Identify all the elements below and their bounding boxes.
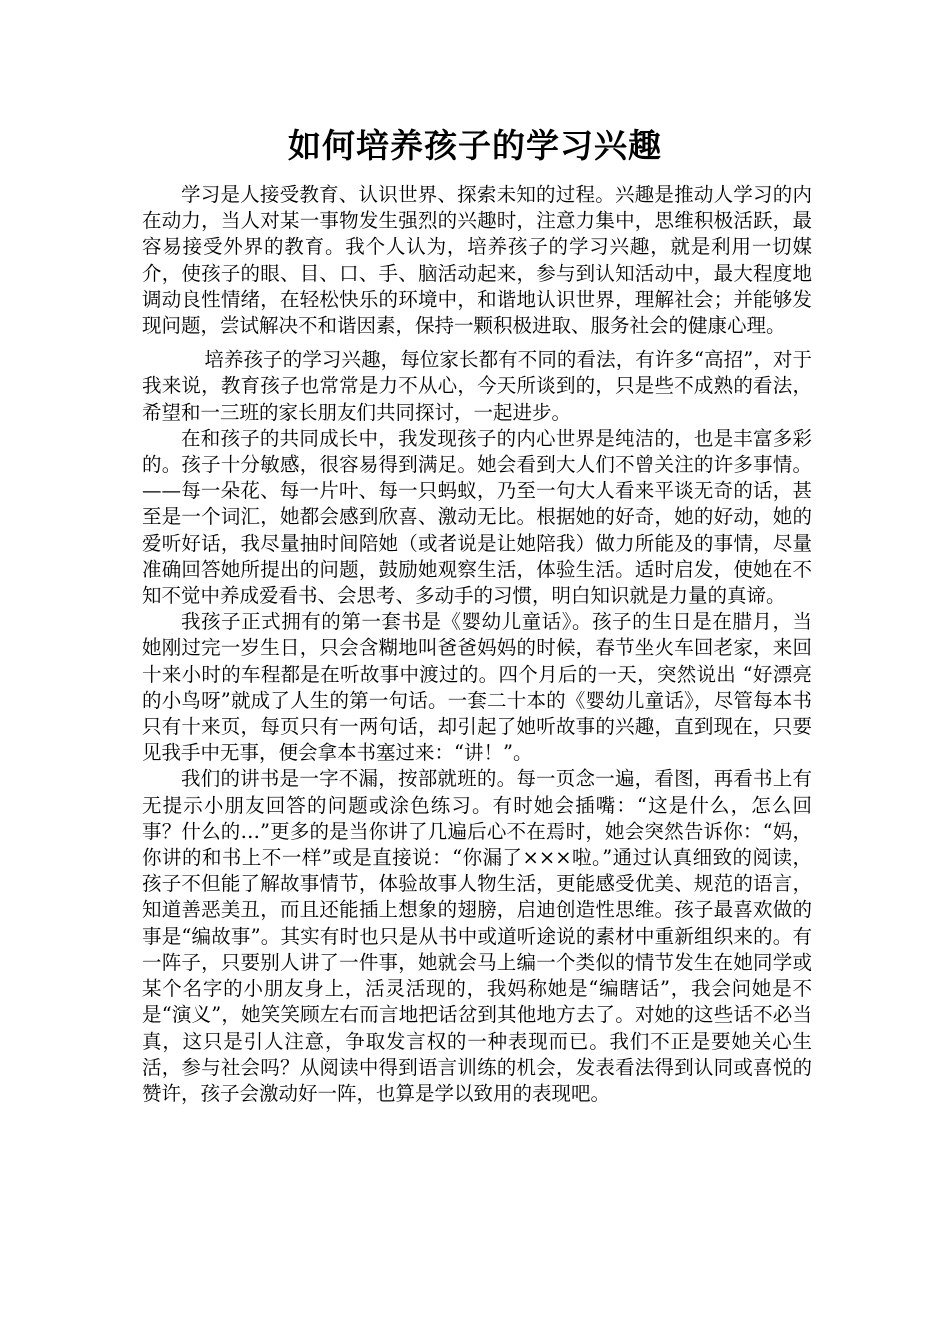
paragraph-growing-together: 在和孩子的共同成长中，我发现孩子的内心世界是纯洁的，也是丰富多彩的。孩子十分敏感，很容易得到满足。她会看到大人们不曾关注的许多事情。——每一朵花、每一片叶、每一只蚂蚁，乃至一句大人看来平谈无奇的话，甚至是一个词汇，她都会感到欣喜、激动无比。根据她的好奇，她的好动，她的爱听好话，我尽量抽时间陪她（或者说是让她陪我）做力所能及的事情，尽量准确回答她所提出的问题，鼓励她观察生活，体验生活。适时启发，使她在不知不觉中养成爱看书、会思考、多动手的习惯，明白知识就是力量的真谛。 <box>142 426 812 608</box>
paragraph-parents-views: 培养孩子的学习兴趣，每位家长都有不同的看法，有许多“高招”，对于我来说，教育孩子也常常是力不从心，今天所谈到的，只是些不成熟的看法，希望和一三班的家长朋友们共同探讨，一起进步。 <box>142 348 812 424</box>
document-body <box>142 182 812 1107</box>
paragraph-intro: 学习是人接受教育、认识世界、探索未知的过程。兴趣是推动人学习的内在动力，当人对某一事物发生强烈的兴趣时，注意力集中，思维积极活跃，最容易接受外界的教育。我个人认为，培养孩子的学习兴趣，就是利用一切媒介，使孩子的眼、目、口、手、脑活动起来，参与到认知活动中，最大程度地调动良性情绪，在轻松快乐的环境中，和谐地认识世界，理解社会；并能够发现问题，尝试解决不和谐因素，保持一颗积极进取、服务社会的健康心理。 <box>142 183 812 338</box>
paragraph-first-book: 我孩子正式拥有的第一套书是《婴幼儿童话》。孩子的生日是在腊月，当她刚过完一岁生日，只会含糊地叫爸爸妈妈的时候，春节坐火车回老家，来回十来小时的车程都是在听故事中渡过的。四个月后的一天，突然说出 “好漂亮的小鸟呀”就成了人生的第一句话。一套二十本的《婴幼儿童话》，尽管每本书只有十来页，每页只有一两句话，却引起了她听故事的兴趣，直到现在，只要见我手中无事，便会拿本书塞过来：“讲！”。 <box>142 610 812 765</box>
document-title: 如何培养孩子的学习兴趣 <box>288 126 662 165</box>
paragraph-reading-method: 我们的讲书是一字不漏，按部就班的。每一页念一遍，看图，再看书上有无提示小朋友回答的问题或涂色练习。有时她会插嘴：“这是什么，怎么回事？什么的…”更多的是当你讲了几遍后心不在焉时，她会突然告诉你：“妈，你讲的和书上不一样”或是直接说：“你漏了×××啦。”通过认真细致的阅读，孩子不但能了解故事情节，体验故事人物生活，更能感受优美、规范的语言，知道善恶美丑，而且还能插上想象的翅膀，启迪创造性思维。孩子最喜欢做的事是“编故事”。其实有时也只是从书中或道听途说的素材中重新组织来的。有一阵子，只要别人讲了一件事，她就会马上编一个类似的情节发生在她同学或某个名字的小朋友身上，活灵活现的，我妈称她是“编瞎话”，我会问她是不是“演义”，她笑笑顾左右而言地把话岔到其他地方去了。对她的这些话不必当真，这只是引人注意，争取发言权的一种表现而已。我们不正是要她关心生活，参与社会吗？从阅读中得到语言训练的机会，发表看法得到认同或喜悦的赞许，孩子会激动好一阵，也算是学以致用的表现吧。 <box>142 767 812 1105</box>
